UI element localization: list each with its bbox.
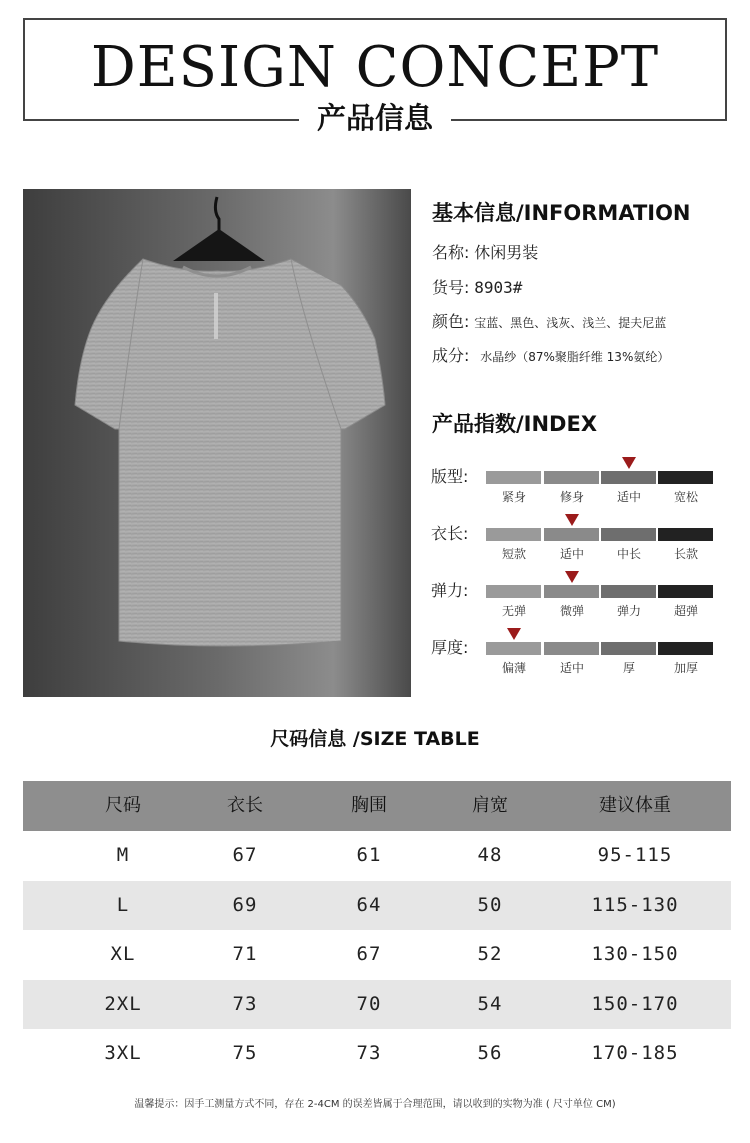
index-option-label: 偏薄 xyxy=(501,661,526,675)
table-row xyxy=(23,881,731,931)
table-cell: 50 xyxy=(477,893,503,916)
tshirt-image xyxy=(23,189,411,697)
name-value: 休闲男装 xyxy=(474,243,539,262)
index-segment xyxy=(544,471,599,484)
index-segment xyxy=(658,585,713,598)
table-cell: 3XL xyxy=(104,1042,142,1065)
index-segment xyxy=(601,642,656,655)
name-line xyxy=(432,245,538,261)
table-cell: 170-185 xyxy=(591,1042,679,1065)
index-segment xyxy=(486,471,541,484)
code-value: 8903# xyxy=(474,278,523,297)
table-cell: 75 xyxy=(232,1042,258,1065)
table-cell: 胸围 xyxy=(351,795,387,816)
table-cell: 56 xyxy=(477,1042,503,1065)
index-segment xyxy=(486,642,541,655)
index-option-label: 厚 xyxy=(622,661,635,675)
index-option-label: 超弹 xyxy=(673,604,698,618)
index-segment xyxy=(601,585,656,598)
index-row-label: 弹力: xyxy=(431,581,469,600)
index-option-label: 加厚 xyxy=(673,661,698,675)
table-cell: 95-115 xyxy=(597,844,673,867)
table-cell: 52 xyxy=(477,943,503,966)
index-option-label: 紧身 xyxy=(501,490,526,504)
index-option-label: 微弹 xyxy=(559,604,584,618)
index-title: 产品指数/INDEX xyxy=(432,412,598,436)
table-cell: 衣长 xyxy=(227,795,263,816)
table-cell: 150-170 xyxy=(591,992,679,1015)
index-row-label: 厚度: xyxy=(431,638,469,657)
table-header-row xyxy=(23,781,731,831)
table-cell: 67 xyxy=(232,844,258,867)
size-table xyxy=(23,781,731,1079)
table-cell: 48 xyxy=(477,844,503,867)
header-subtitle: 产品信息 xyxy=(0,104,750,133)
table-row xyxy=(23,1029,731,1079)
index-option-label: 适中 xyxy=(559,661,584,675)
table-cell: 71 xyxy=(232,943,258,966)
size-table-title: 尺码信息 /SIZE TABLE xyxy=(270,728,480,750)
index-segment xyxy=(601,528,656,541)
table-cell: L xyxy=(116,893,130,916)
table-row xyxy=(23,980,731,1030)
table-cell: 115-130 xyxy=(591,893,679,916)
index-segment xyxy=(658,471,713,484)
index-selected-marker xyxy=(565,571,579,583)
table-cell: 70 xyxy=(356,992,382,1015)
table-cell: 肩宽 xyxy=(472,795,508,816)
table-cell: XL xyxy=(110,943,136,966)
header-title: DESIGN CONCEPT xyxy=(0,40,750,96)
index-option-label: 修身 xyxy=(559,490,584,504)
code-line xyxy=(432,280,522,296)
code-label: 货号: xyxy=(432,278,470,297)
table-cell: 2XL xyxy=(104,992,142,1015)
table-cell: 67 xyxy=(356,943,382,966)
index-option-label: 适中 xyxy=(616,490,641,504)
color-label: 颜色: xyxy=(432,312,470,331)
measurement-note: 温馨提示：因手工测量方式不同，存在 2-4CM 的误差皆属于合理范围，请以收到的实物为准 ( 尺寸单位 CM) xyxy=(134,1099,616,1110)
index-option-label: 中长 xyxy=(616,547,641,561)
information-title: 基本信息/INFORMATION xyxy=(432,201,691,225)
color-value: 宝蓝、黑色、浅灰、浅兰、提夫尼蓝 xyxy=(474,316,667,330)
index-segment xyxy=(486,585,541,598)
index-segment xyxy=(544,528,599,541)
index-segment xyxy=(486,528,541,541)
table-row xyxy=(23,831,731,881)
table-cell: 64 xyxy=(356,893,382,916)
index-segment xyxy=(658,642,713,655)
table-cell: 73 xyxy=(356,1042,382,1065)
name-label: 名称: xyxy=(432,243,470,262)
index-option-label: 长款 xyxy=(673,547,698,561)
index-option-label: 宽松 xyxy=(673,490,698,504)
material-value: 水晶纱（87%聚脂纤维 13%氨纶） xyxy=(480,350,670,364)
table-cell: 54 xyxy=(477,992,503,1015)
product-photo xyxy=(23,189,411,697)
index-segment xyxy=(658,528,713,541)
index-option-label: 无弹 xyxy=(501,604,526,618)
table-cell: 130-150 xyxy=(591,943,679,966)
index-selected-marker xyxy=(565,514,579,526)
index-segment xyxy=(544,585,599,598)
index-row-label: 衣长: xyxy=(431,524,469,543)
index-option-label: 适中 xyxy=(559,547,584,561)
table-cell: 尺码 xyxy=(105,795,141,816)
table-cell: 69 xyxy=(232,893,258,916)
table-cell: 73 xyxy=(232,992,258,1015)
table-cell: M xyxy=(116,844,130,867)
material-label: 成分: xyxy=(432,346,470,365)
table-cell: 61 xyxy=(356,844,382,867)
index-row-label: 版型: xyxy=(431,467,469,486)
index-option-label: 弹力 xyxy=(616,604,641,618)
color-line xyxy=(432,314,666,330)
table-row xyxy=(23,930,731,980)
index-segment xyxy=(601,471,656,484)
index-selected-marker xyxy=(622,457,636,469)
index-selected-marker xyxy=(507,628,521,640)
table-cell: 建议体重 xyxy=(599,795,671,816)
index-segment xyxy=(544,642,599,655)
material-line xyxy=(432,348,669,364)
index-option-label: 短款 xyxy=(501,547,526,561)
